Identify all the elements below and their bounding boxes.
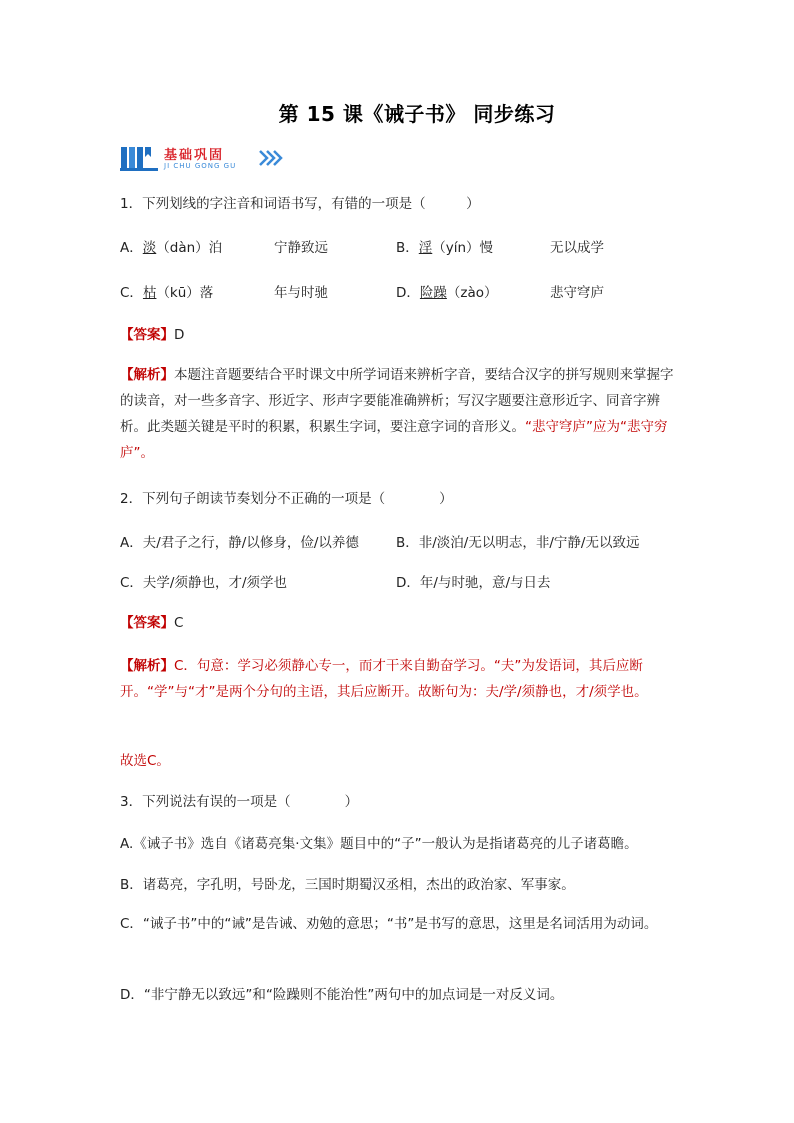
answer-value: C [174,615,184,631]
analysis-text: 本题注音题要结合平时课文中所学词语来辨析字音，要结合汉字的拼写规则来掌握字的读音，对一些多音字、形近字、形声字要能准确辨析；写汉字题要注意形近字、同音字辨析。此类题关键是平时的积累，积累生字词，要注意字词的音形义。 [120,367,674,435]
q1-option-b [396,238,493,258]
option-label: D． [396,285,420,301]
underlined-char: 险躁 [419,285,447,301]
q2-conclusion: 故选C。 [120,753,170,769]
q1-stem: 1．下列划线的字注音和词语书写，有错的一项是（ ） [120,196,480,212]
q2-option-b: B．非/淡泊/无以明志，非/宁静/无以致远 [396,535,640,551]
option-label: C． [120,285,143,301]
analysis-text: C．句意：学习必须静心专一，而才干来自勤奋学习。“夫”为发语词，其后应断开。“学”与“才”是两个分句的主语，其后应断开。故断句为：夫/学/须静也，才/须学也。 [120,658,648,700]
banner-title: 基础巩固 [164,148,225,163]
q1-option-a-word: 宁静致远 [274,240,328,256]
q1-option-a [120,238,222,258]
q1-option-b-word: 无以成学 [550,240,604,256]
q1-answer [120,325,184,345]
pinyin: （dàn）泊 [156,240,223,256]
q3-option-c: C．“诫子书”中的“诫”是告诫、劝勉的意思；“书”是书写的意思，这里是名词活用为动词。 [120,916,658,932]
answer-tag: 【答案】 [120,327,174,343]
q1-option-c-word: 年与时驰 [274,285,328,301]
pinyin: （zào） [446,285,498,301]
chevrons-icon [258,148,284,168]
banner-pinyin: JI CHU GONG GU [164,162,237,170]
q2-option-c: C．夫学/须静也，才/须学也 [120,575,288,591]
q1-analysis [120,362,675,466]
answer-tag: 【答案】 [120,615,174,631]
option-label: B． [396,240,419,256]
analysis-tag: 【解析】 [120,658,174,674]
q2-stem: 2．下列句子朗读节奏划分不正确的一项是（ ） [120,491,453,507]
q1-option-d [396,283,498,303]
underlined-char: 淫 [418,240,433,256]
q2-analysis [120,653,675,705]
q2-option-d: D．年/与时驰，意/与日去 [396,575,551,591]
analysis-tag: 【解析】 [120,367,174,383]
q2-option-a: A．夫/君子之行，静/以修身，俭/以养德 [120,535,359,551]
underlined-char: 枯 [142,285,157,301]
q2-answer [120,613,183,633]
q3-option-d: D．“非宁静无以致远”和“险躁则不能治性”两句中的加点词是一对反义词。 [120,987,564,1003]
page-title: 第 15 课《诫子书》 同步练习 [278,102,556,126]
q1-option-c [120,283,213,303]
answer-value: D [174,327,185,343]
pinyin: （kū）落 [156,285,214,301]
q3-option-a: A.《诫子书》选自《诸葛亮集·文集》题目中的“子”一般认为是指诸葛亮的儿子诸葛瞻。 [120,836,638,852]
option-label: A． [120,240,143,256]
q3-stem: 3．下列说法有误的一项是（ ） [120,794,359,810]
underlined-char: 淡 [142,240,157,256]
q3-option-b: B．诸葛亮，字孔明，号卧龙，三国时期蜀汉丞相，杰出的政治家、军事家。 [120,877,575,893]
q1-option-d-word: 悲守穹庐 [550,285,604,301]
analysis-correction: “悲守穹庐”应为“悲守穷庐”。 [120,419,668,461]
pinyin: （yín）慢 [432,240,494,256]
book-icon [120,145,158,171]
